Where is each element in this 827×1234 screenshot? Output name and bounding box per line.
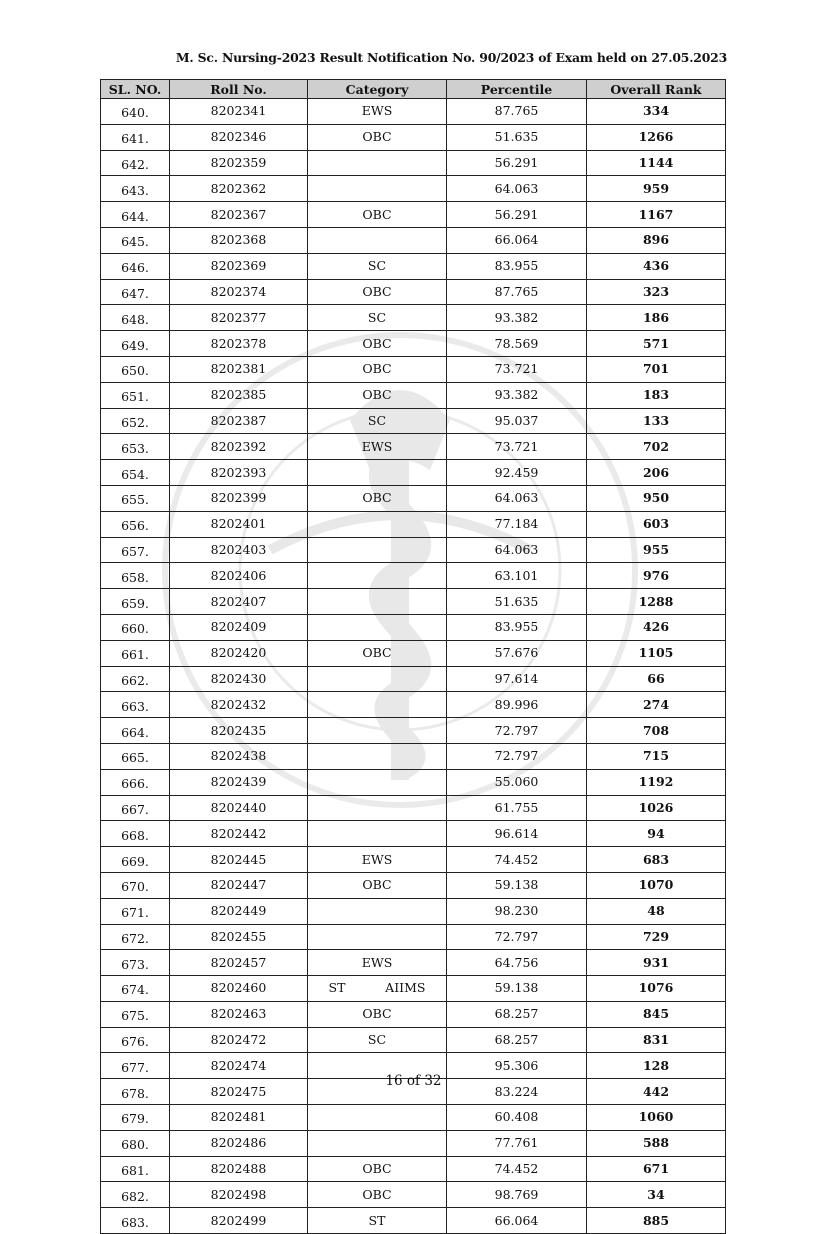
cell-percentile: 63.101 — [447, 563, 587, 589]
cell-percentile: 87.765 — [447, 279, 587, 305]
table-row — [101, 743, 726, 769]
cell-roll-no: 8202432 — [170, 692, 308, 718]
cell-roll-no: 8202472 — [170, 1027, 308, 1053]
cell-category — [308, 666, 447, 692]
results-table — [100, 79, 726, 1234]
cell-sl-no: 677. — [101, 1053, 170, 1079]
table-row — [101, 150, 726, 176]
table-row — [101, 821, 726, 847]
cell-category: OBC — [308, 640, 447, 666]
cell-overall-rank: 1076 — [587, 976, 726, 1002]
cell-roll-no: 8202449 — [170, 898, 308, 924]
cell-category — [308, 898, 447, 924]
cell-overall-rank: 931 — [587, 950, 726, 976]
table-row — [101, 898, 726, 924]
table-row — [101, 99, 726, 125]
cell-overall-rank: 950 — [587, 485, 726, 511]
cell-category: EWS — [308, 847, 447, 873]
cell-category: OBC — [308, 1001, 447, 1027]
table-row — [101, 1130, 726, 1156]
cell-roll-no: 8202457 — [170, 950, 308, 976]
table-body — [101, 99, 726, 1234]
cell-category — [308, 511, 447, 537]
table-row — [101, 769, 726, 795]
table-row — [101, 847, 726, 873]
cell-category: SC — [308, 305, 447, 331]
cell-percentile: 73.721 — [447, 434, 587, 460]
cell-overall-rank: 426 — [587, 614, 726, 640]
cell-category: SC — [308, 253, 447, 279]
cell-roll-no: 8202392 — [170, 434, 308, 460]
cell-category: OBC — [308, 124, 447, 150]
cell-percentile: 77.184 — [447, 511, 587, 537]
page-header-title: M. Sc. Nursing-2023 Result Notification No. 90/2023 of Exam held on 27.05.2023 — [175, 50, 727, 65]
table-row — [101, 563, 726, 589]
cell-sl-no: 648. — [101, 305, 170, 331]
cell-percentile: 51.635 — [447, 589, 587, 615]
cell-category — [308, 795, 447, 821]
cell-overall-rank: 1060 — [587, 1105, 726, 1131]
table-row — [101, 666, 726, 692]
table-row — [101, 1027, 726, 1053]
cell-category: OBC — [308, 356, 447, 382]
cell-roll-no: 8202368 — [170, 227, 308, 253]
table-row — [101, 1208, 726, 1234]
cell-sl-no: 667. — [101, 795, 170, 821]
cell-category: OBC — [308, 1156, 447, 1182]
cell-overall-rank: 588 — [587, 1130, 726, 1156]
table-row — [101, 1182, 726, 1208]
cell-roll-no: 8202460 — [170, 976, 308, 1002]
table-row — [101, 1156, 726, 1182]
table-row — [101, 614, 726, 640]
table-row — [101, 692, 726, 718]
cell-category — [308, 821, 447, 847]
table-header-row — [101, 80, 726, 99]
cell-sl-no: 662. — [101, 666, 170, 692]
cell-sl-no: 644. — [101, 202, 170, 228]
cell-roll-no: 8202346 — [170, 124, 308, 150]
cell-roll-no: 8202447 — [170, 872, 308, 898]
cell-overall-rank: 683 — [587, 847, 726, 873]
cell-category — [308, 1130, 447, 1156]
cell-overall-rank: 729 — [587, 924, 726, 950]
cell-sl-no: 654. — [101, 460, 170, 486]
cell-category: EWS — [308, 99, 447, 125]
table-row — [101, 176, 726, 202]
cell-sl-no: 640. — [101, 99, 170, 125]
table-row — [101, 511, 726, 537]
cell-percentile: 98.230 — [447, 898, 587, 924]
table-row — [101, 1001, 726, 1027]
cell-overall-rank: 702 — [587, 434, 726, 460]
cell-percentile: 72.797 — [447, 718, 587, 744]
table-row — [101, 253, 726, 279]
cell-roll-no: 8202367 — [170, 202, 308, 228]
cell-overall-rank: 976 — [587, 563, 726, 589]
cell-category — [308, 692, 447, 718]
cell-percentile: 78.569 — [447, 331, 587, 357]
table-row — [101, 331, 726, 357]
cell-overall-rank: 1167 — [587, 202, 726, 228]
cell-percentile: 72.797 — [447, 743, 587, 769]
cell-overall-rank: 603 — [587, 511, 726, 537]
table-row — [101, 950, 726, 976]
cell-percentile: 51.635 — [447, 124, 587, 150]
cell-category — [308, 176, 447, 202]
cell-overall-rank: 571 — [587, 331, 726, 357]
table-row — [101, 382, 726, 408]
column-header-overall-rank: Overall Rank — [587, 80, 726, 99]
cell-overall-rank: 1026 — [587, 795, 726, 821]
cell-sl-no: 660. — [101, 614, 170, 640]
table-row — [101, 718, 726, 744]
cell-overall-rank: 66 — [587, 666, 726, 692]
cell-category — [308, 1105, 447, 1131]
cell-category — [308, 460, 447, 486]
cell-category — [308, 227, 447, 253]
cell-sl-no: 669. — [101, 847, 170, 873]
cell-roll-no: 8202403 — [170, 537, 308, 563]
cell-roll-no: 8202499 — [170, 1208, 308, 1234]
cell-sl-no: 645. — [101, 227, 170, 253]
cell-overall-rank: 436 — [587, 253, 726, 279]
cell-overall-rank: 955 — [587, 537, 726, 563]
cell-sl-no: 671. — [101, 898, 170, 924]
column-header-category: Category — [308, 80, 447, 99]
table-row — [101, 589, 726, 615]
cell-percentile: 97.614 — [447, 666, 587, 692]
cell-overall-rank: 701 — [587, 356, 726, 382]
cell-category: OBC — [308, 202, 447, 228]
cell-roll-no: 8202463 — [170, 1001, 308, 1027]
cell-category — [308, 589, 447, 615]
cell-percentile: 60.408 — [447, 1105, 587, 1131]
cell-overall-rank: 1266 — [587, 124, 726, 150]
cell-sl-no: 642. — [101, 150, 170, 176]
cell-percentile: 68.257 — [447, 1027, 587, 1053]
cell-category — [308, 718, 447, 744]
cell-roll-no: 8202439 — [170, 769, 308, 795]
cell-category: OBC — [308, 382, 447, 408]
cell-overall-rank: 94 — [587, 821, 726, 847]
cell-sl-no: 681. — [101, 1156, 170, 1182]
cell-roll-no: 8202401 — [170, 511, 308, 537]
cell-sl-no: 653. — [101, 434, 170, 460]
cell-overall-rank: 1288 — [587, 589, 726, 615]
table-row — [101, 408, 726, 434]
table-row — [101, 795, 726, 821]
cell-percentile: 61.755 — [447, 795, 587, 821]
cell-category: EWS — [308, 950, 447, 976]
cell-percentile: 87.765 — [447, 99, 587, 125]
table-row — [101, 640, 726, 666]
cell-roll-no: 8202435 — [170, 718, 308, 744]
cell-category: ST — [308, 1208, 447, 1234]
cell-category — [308, 924, 447, 950]
cell-roll-no: 8202474 — [170, 1053, 308, 1079]
table-row — [101, 227, 726, 253]
cell-sl-no: 679. — [101, 1105, 170, 1131]
cell-percentile: 96.614 — [447, 821, 587, 847]
cell-category: OBC — [308, 485, 447, 511]
cell-roll-no: 8202486 — [170, 1130, 308, 1156]
cell-category — [308, 614, 447, 640]
cell-roll-no: 8202481 — [170, 1105, 308, 1131]
cell-roll-no: 8202406 — [170, 563, 308, 589]
table-row — [101, 356, 726, 382]
cell-percentile: 64.063 — [447, 537, 587, 563]
cell-category: OBC — [308, 1182, 447, 1208]
cell-sl-no: 647. — [101, 279, 170, 305]
table-row — [101, 305, 726, 331]
cell-roll-no: 8202399 — [170, 485, 308, 511]
cell-percentile: 89.996 — [447, 692, 587, 718]
cell-percentile: 72.797 — [447, 924, 587, 950]
cell-roll-no: 8202438 — [170, 743, 308, 769]
cell-roll-no: 8202359 — [170, 150, 308, 176]
cell-category: EWS — [308, 434, 447, 460]
cell-percentile: 66.064 — [447, 1208, 587, 1234]
cell-overall-rank: 708 — [587, 718, 726, 744]
column-header-roll-no: Roll No. — [170, 80, 308, 99]
cell-category — [308, 769, 447, 795]
cell-overall-rank: 1070 — [587, 872, 726, 898]
cell-sl-no: 668. — [101, 821, 170, 847]
cell-percentile: 64.063 — [447, 485, 587, 511]
cell-overall-rank: 885 — [587, 1208, 726, 1234]
cell-roll-no: 8202455 — [170, 924, 308, 950]
cell-overall-rank: 671 — [587, 1156, 726, 1182]
cell-roll-no: 8202430 — [170, 666, 308, 692]
cell-sl-no: 674. — [101, 976, 170, 1002]
table-row — [101, 202, 726, 228]
cell-sl-no: 643. — [101, 176, 170, 202]
cell-sl-no: 672. — [101, 924, 170, 950]
table-row — [101, 537, 726, 563]
cell-sl-no: 655. — [101, 485, 170, 511]
cell-percentile: 95.037 — [447, 408, 587, 434]
column-header-sl-no: SL. NO. — [101, 80, 170, 99]
cell-sl-no: 673. — [101, 950, 170, 976]
cell-sl-no: 663. — [101, 692, 170, 718]
cell-sl-no: 661. — [101, 640, 170, 666]
cell-sl-no: 641. — [101, 124, 170, 150]
cell-overall-rank: 128 — [587, 1053, 726, 1079]
cell-roll-no: 8202442 — [170, 821, 308, 847]
cell-percentile: 68.257 — [447, 1001, 587, 1027]
cell-category: SC — [308, 408, 447, 434]
cell-percentile: 55.060 — [447, 769, 587, 795]
cell-overall-rank: 183 — [587, 382, 726, 408]
cell-percentile: 57.676 — [447, 640, 587, 666]
cell-roll-no: 8202374 — [170, 279, 308, 305]
table-row — [101, 976, 726, 1002]
cell-sl-no: 651. — [101, 382, 170, 408]
cell-overall-rank: 133 — [587, 408, 726, 434]
cell-category — [308, 563, 447, 589]
table-row — [101, 872, 726, 898]
cell-percentile: 66.064 — [447, 227, 587, 253]
cell-roll-no: 8202488 — [170, 1156, 308, 1182]
cell-sl-no: 646. — [101, 253, 170, 279]
cell-sl-no: 670. — [101, 872, 170, 898]
cell-percentile: 83.955 — [447, 253, 587, 279]
cell-percentile: 74.452 — [447, 847, 587, 873]
cell-percentile: 56.291 — [447, 150, 587, 176]
cell-sl-no: 658. — [101, 563, 170, 589]
cell-sl-no: 676. — [101, 1027, 170, 1053]
cell-sl-no: 683. — [101, 1208, 170, 1234]
cell-category: OBC — [308, 279, 447, 305]
page-number: 16 of 32 — [385, 1073, 442, 1089]
cell-category: ST AIIMS — [308, 976, 447, 1002]
cell-roll-no: 8202409 — [170, 614, 308, 640]
cell-roll-no: 8202475 — [170, 1079, 308, 1105]
cell-category: OBC — [308, 331, 447, 357]
cell-sl-no: 657. — [101, 537, 170, 563]
cell-percentile: 59.138 — [447, 976, 587, 1002]
cell-roll-no: 8202381 — [170, 356, 308, 382]
cell-category — [308, 537, 447, 563]
cell-overall-rank: 831 — [587, 1027, 726, 1053]
cell-percentile: 95.306 — [447, 1053, 587, 1079]
cell-overall-rank: 896 — [587, 227, 726, 253]
cell-roll-no: 8202377 — [170, 305, 308, 331]
cell-category: OBC — [308, 872, 447, 898]
cell-percentile: 64.756 — [447, 950, 587, 976]
table-row — [101, 1105, 726, 1131]
cell-percentile: 77.761 — [447, 1130, 587, 1156]
cell-sl-no: 665. — [101, 743, 170, 769]
cell-roll-no: 8202362 — [170, 176, 308, 202]
cell-percentile: 92.459 — [447, 460, 587, 486]
cell-overall-rank: 845 — [587, 1001, 726, 1027]
table-row — [101, 924, 726, 950]
cell-sl-no: 666. — [101, 769, 170, 795]
table-row — [101, 434, 726, 460]
cell-sl-no: 650. — [101, 356, 170, 382]
cell-percentile: 83.955 — [447, 614, 587, 640]
cell-roll-no: 8202385 — [170, 382, 308, 408]
cell-overall-rank: 959 — [587, 176, 726, 202]
cell-overall-rank: 1144 — [587, 150, 726, 176]
cell-overall-rank: 442 — [587, 1079, 726, 1105]
cell-sl-no: 664. — [101, 718, 170, 744]
cell-overall-rank: 186 — [587, 305, 726, 331]
cell-percentile: 83.224 — [447, 1079, 587, 1105]
cell-overall-rank: 1192 — [587, 769, 726, 795]
cell-percentile: 74.452 — [447, 1156, 587, 1182]
table-row — [101, 279, 726, 305]
table-row — [101, 485, 726, 511]
table-row — [101, 124, 726, 150]
cell-overall-rank: 274 — [587, 692, 726, 718]
cell-overall-rank: 48 — [587, 898, 726, 924]
cell-roll-no: 8202440 — [170, 795, 308, 821]
cell-sl-no: 656. — [101, 511, 170, 537]
cell-sl-no: 682. — [101, 1182, 170, 1208]
cell-roll-no: 8202420 — [170, 640, 308, 666]
cell-sl-no: 680. — [101, 1130, 170, 1156]
cell-percentile: 93.382 — [447, 382, 587, 408]
cell-percentile: 56.291 — [447, 202, 587, 228]
cell-roll-no: 8202407 — [170, 589, 308, 615]
cell-roll-no: 8202378 — [170, 331, 308, 357]
cell-percentile: 64.063 — [447, 176, 587, 202]
cell-sl-no: 649. — [101, 331, 170, 357]
cell-roll-no: 8202445 — [170, 847, 308, 873]
cell-percentile: 93.382 — [447, 305, 587, 331]
cell-roll-no: 8202387 — [170, 408, 308, 434]
cell-overall-rank: 206 — [587, 460, 726, 486]
cell-overall-rank: 334 — [587, 99, 726, 125]
table-row — [101, 460, 726, 486]
cell-roll-no: 8202341 — [170, 99, 308, 125]
cell-overall-rank: 323 — [587, 279, 726, 305]
cell-percentile: 59.138 — [447, 872, 587, 898]
cell-roll-no: 8202498 — [170, 1182, 308, 1208]
cell-overall-rank: 715 — [587, 743, 726, 769]
cell-category: SC — [308, 1027, 447, 1053]
cell-category — [308, 150, 447, 176]
cell-roll-no: 8202393 — [170, 460, 308, 486]
cell-sl-no: 652. — [101, 408, 170, 434]
column-header-percentile: Percentile — [447, 80, 587, 99]
cell-percentile: 73.721 — [447, 356, 587, 382]
cell-sl-no: 678. — [101, 1079, 170, 1105]
cell-sl-no: 675. — [101, 1001, 170, 1027]
cell-category — [308, 743, 447, 769]
cell-overall-rank: 1105 — [587, 640, 726, 666]
cell-overall-rank: 34 — [587, 1182, 726, 1208]
cell-roll-no: 8202369 — [170, 253, 308, 279]
cell-percentile: 98.769 — [447, 1182, 587, 1208]
cell-sl-no: 659. — [101, 589, 170, 615]
